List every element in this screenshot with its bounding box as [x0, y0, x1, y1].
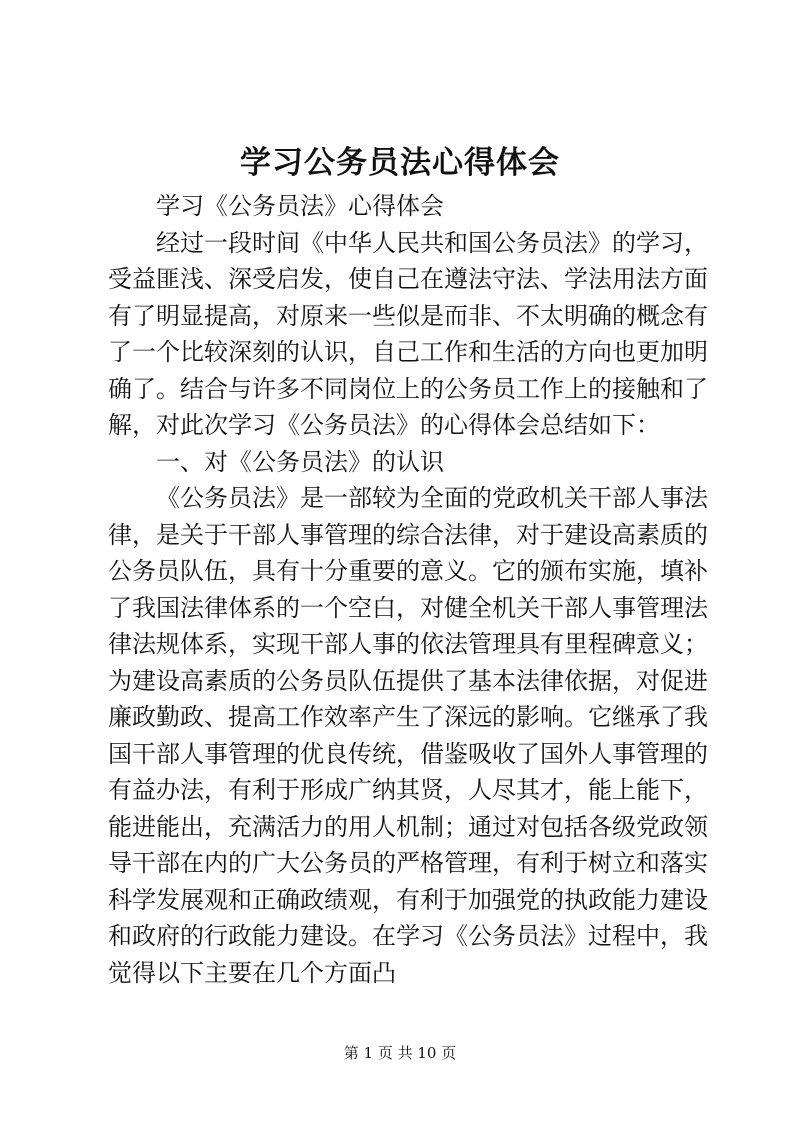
document-title: 学习公务员法心得体会 [240, 145, 560, 181]
section-heading: 一、对《公务员法》的认识 [156, 447, 444, 476]
page-footer: 第 1 页 共 10 页 [343, 1044, 457, 1062]
subtitle-paragraph: 学习《公务员法》心得体会 [156, 192, 444, 220]
intro-paragraph: 经过一段时间《中华人民共和国公务员法》的学习，受益匪浅、深受启发，使自己在遵法守法、学法用法方面有了明显提高，对原来一些似是而非、不太明确的概念有了一个比较深刻的认识，自己工作和生活的方向也更加明确了。结合与许多不同岗位上的公务员工作上的接触和了解，对此次学习《公务员法》的心得体会总结如下： [108, 228, 708, 439]
body-paragraph: 《公务员法》是一部较为全面的党政机关干部人事法律，是关于干部人事管理的综合法律，对于建设高素质的公务员队伍，具有十分重要的意义。它的颁布实施，填补了我国法律体系的一个空白，对健全机关干部人事管理法律法规体系，实现干部人事的依法管理具有里程碑意义；为建设高素质的公务员队伍提供了基本法律依据，对促进廉政勤政、提高工作效率产生了深远的影响。它继承了我国干部人事管理的优良传统，借鉴吸收了国外人事管理的有益办法，有利于形成广纳其贤，人尽其才，能上能下，能进能出，充满活力的用人机制；通过对包括各级党政领导干部在内的广大公务员的严格管理，有利于树立和落实科学发展观和正确政绩观，有利于加强党的执政能力建设和政府的行政能力建设。在学习《公务员法》过程中，我觉得以下主要在几个方面凸 [108, 484, 708, 987]
document-body [108, 188, 708, 991]
